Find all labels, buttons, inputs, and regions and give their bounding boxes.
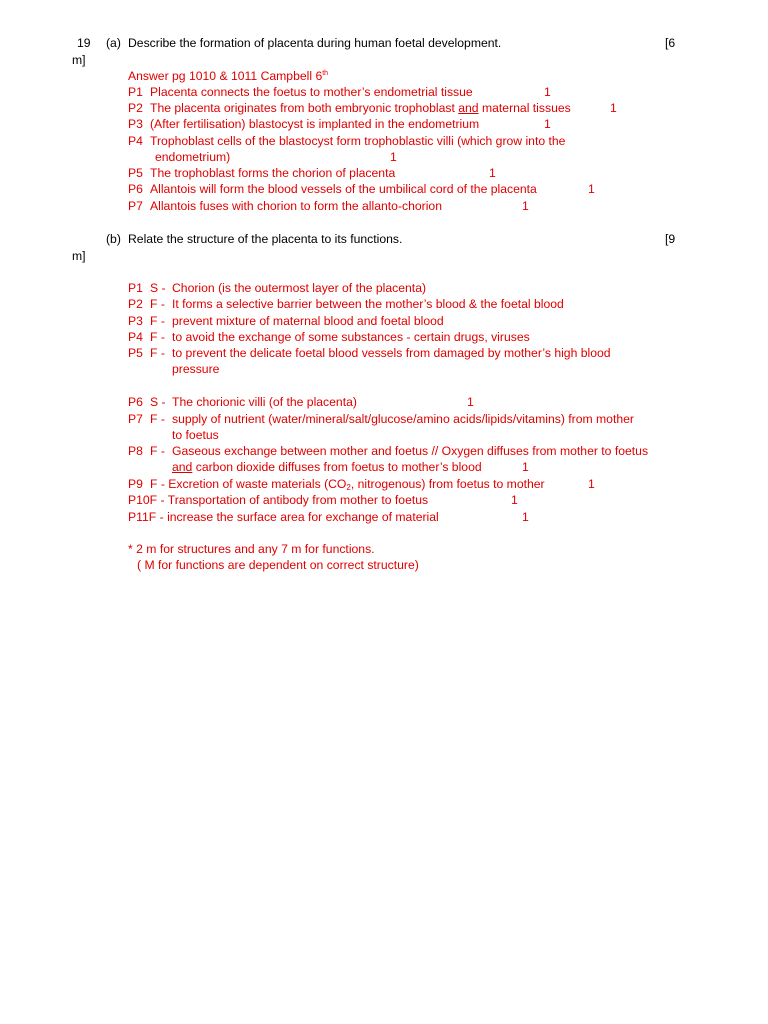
b-point-text: Gaseous exchange between mother and foetus // Oxygen diffuses from mother to foetus (172, 444, 649, 458)
b-point-text: to avoid the exchange of some substances - certain drugs, viruses (172, 330, 530, 344)
b-point-mark: 1 (511, 493, 518, 507)
marking-note: * 2 m for structures and any 7 m for functions. (128, 542, 375, 556)
a-point-mark: 1 (544, 117, 551, 131)
b-point-tag: F - (150, 314, 165, 328)
b-point-tag: F - (150, 444, 165, 458)
underlined-word: and (458, 101, 479, 115)
b-point-id: P4 (128, 330, 143, 344)
b-point-text-cont: and carbon dioxide diffuses from foetus to mother’s blood (172, 460, 482, 474)
part-b-question: Relate the structure of the placenta to its functions. (128, 232, 403, 246)
a-point-id: P6 (128, 182, 143, 196)
part-b-marks-suffix: m] (72, 249, 86, 263)
b-point-text: Chorion (is the outermost layer of the placenta) (172, 281, 427, 295)
a-point-text: Placenta connects the foetus to mother’s endometrial tissue (150, 85, 473, 99)
b-point-id: P7 (128, 412, 143, 426)
part-a-marks-suffix: m] (72, 53, 86, 67)
part-a-label: (a) (106, 36, 121, 50)
b-point-id: P1 (128, 281, 143, 295)
a-point-mark: 1 (522, 199, 529, 213)
a-point-mark: 1 (610, 101, 617, 115)
answer-reference (128, 68, 328, 84)
b-point-text: It forms a selective barrier between the mother’s blood & the foetal blood (172, 297, 564, 311)
b-point-mark: 1 (522, 510, 529, 524)
b-point-tag: S - (150, 395, 166, 409)
b-point-tag: F - (150, 330, 165, 344)
b-point-tag: F - (150, 297, 165, 311)
a-point-id: P3 (128, 117, 143, 131)
b-point-mark: 1 (467, 395, 474, 409)
a-point-text-cont: endometrium) (155, 150, 231, 164)
a-point-text: Allantois will form the blood vessels of the umbilical cord of the placenta (150, 182, 537, 196)
a-point-text: The trophoblast forms the chorion of placenta (150, 166, 396, 180)
a-point-mark: 1 (588, 182, 595, 196)
b-point-text: The chorionic villi (of the placenta) (172, 395, 357, 409)
part-a-marks: [6 (665, 36, 676, 50)
a-point-id: P1 (128, 85, 143, 99)
b-point-mark: 1 (588, 477, 595, 491)
b-point-text: supply of nutrient (water/mineral/salt/glucose/amino acids/lipids/vitamins) from mother (172, 412, 634, 426)
answer-reference-sup: th (322, 70, 329, 77)
b-point-id: P5 (128, 346, 143, 360)
a-point-mark: 1 (489, 166, 496, 180)
a-point-text: (After fertilisation) blastocyst is implanted in the endometrium (150, 117, 480, 131)
a-point-id: P4 (128, 134, 143, 148)
b-point-tag: F - (150, 412, 165, 426)
b-point-text: F - Excretion of waste materials ($CO_2$, nitrogenous) from foetus to mother (150, 477, 545, 492)
a-point-text: Trophoblast cells of the blastocyst form trophoblastic villi (which grow into the (150, 134, 566, 148)
b-point-tag: F - (150, 346, 165, 360)
part-b-label: (b) (106, 232, 121, 246)
question-number: 19 (77, 36, 91, 50)
a-point-id: P5 (128, 166, 143, 180)
b-point-text-cont: to foetus (172, 428, 219, 442)
part-a-question: Describe the formation of placenta during human foetal development. (128, 36, 502, 50)
b-point-text: prevent mixture of maternal blood and foetal blood (172, 314, 444, 328)
b-point-text-cont: pressure (172, 362, 220, 376)
a-point-text: The placenta originates from both embryonic trophoblast and maternal tissues (150, 101, 571, 115)
part-b-marks: [9 (665, 232, 676, 246)
b-point-text: P10F - Transportation of antibody from mother to foetus (128, 493, 429, 507)
b-point-id: P2 (128, 297, 143, 311)
underlined-word: and (172, 460, 193, 474)
b-point-text: to prevent the delicate foetal blood vessels from damaged by mother’s high blood (172, 346, 611, 360)
marking-note-2: ( M for functions are dependent on correct structure) (137, 558, 419, 572)
b-point-mark: 1 (522, 460, 529, 474)
a-point-id: P2 (128, 101, 143, 115)
a-point-mark: 1 (544, 85, 551, 99)
a-point-id: P7 (128, 199, 143, 213)
a-point-text: Allantois fuses with chorion to form the allanto-chorion (150, 199, 442, 213)
b-point-id: P9 (128, 477, 143, 491)
answer-reference-text: Answer pg 1010 & 1011 Campbell 6 (128, 69, 323, 83)
b-point-tag: S - (150, 281, 166, 295)
b-point-id: P8 (128, 444, 143, 458)
b-point-id: P6 (128, 395, 143, 409)
b-point-id: P3 (128, 314, 143, 328)
b-point-text: P11F - increase the surface area for exchange of material (128, 510, 439, 524)
a-point-mark: 1 (390, 150, 397, 164)
